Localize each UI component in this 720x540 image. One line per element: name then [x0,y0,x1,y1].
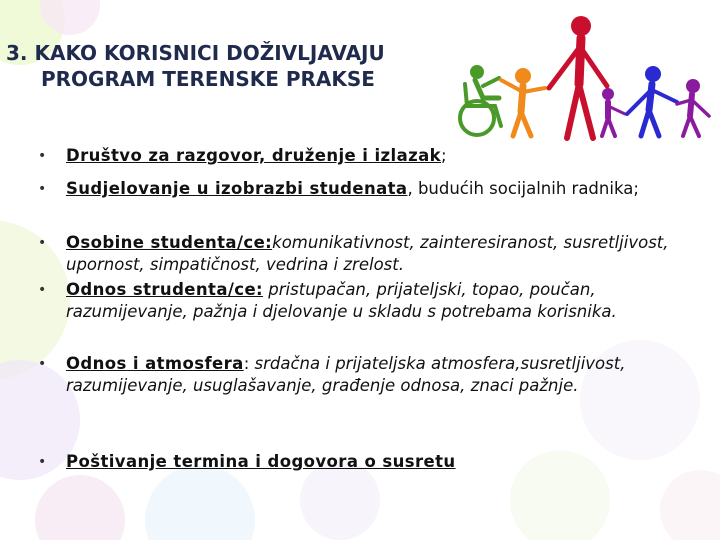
bullet-dot: • [38,454,47,470]
bullet-item-1 [36,145,676,167]
orange-figure [501,68,545,136]
bullet-text: , budućih socijalnih radnika; [407,179,639,198]
bullet-item-3 [36,232,676,276]
red-figure [549,16,607,138]
bullet-text: ; [441,146,447,165]
bullet-text: komunikativnost, zainteresiranost, susretljivost, upornost, simpatičnost, vedrina i zrelost. [66,233,669,274]
bullet-item-5 [36,353,676,397]
people-holding-hands-clipart [455,14,720,144]
bullet-dot: • [38,181,47,197]
wheelchair-icon [460,65,501,135]
bullet-separator: : [265,233,273,252]
bullet-lead: Odnos strudenta/ce: [66,280,264,299]
bullet-dot: • [38,148,47,164]
slide-title [6,40,461,92]
title-line-1: 3. KAKO KORISNICI DOŽIVLJAVAJU [6,41,385,65]
bullet-text: pristupačan, prijateljski, topao, poučan, razumijevanje, pažnja i djelovanje u skladu s potrebama korisnika. [66,280,617,321]
bullet-lead: Odnos i atmosfera [66,354,244,373]
bullet-dot: • [38,282,47,298]
bullet-text: srdačna i prijateljska atmosfera,susretljivost, razumijevanje, usuglašavanje, građenje odnosa, znaci pažnje. [66,354,626,395]
bullet-lead: Poštivanje termina i dogovora o susretu [66,452,456,471]
purple-figure [677,79,709,136]
bullet-lead: Osobine studenta/ce [66,233,266,252]
bullet-lead: Društvo za razgovor, druženje i izlazak [66,146,442,165]
bullet-item-2 [36,178,676,200]
bullet-item-4 [36,279,676,323]
bullet-lead: Sudjelovanje u izobrazbi studenata [66,179,408,198]
bullet-item-6 [36,451,676,473]
blue-figure [627,66,677,136]
bullet-dot: • [38,356,47,372]
title-line-2: PROGRAM TERENSKE PRAKSE [41,67,375,91]
bullet-dot: • [38,235,47,251]
purple-small-figure [602,88,625,136]
bullet-separator: : [243,354,255,373]
